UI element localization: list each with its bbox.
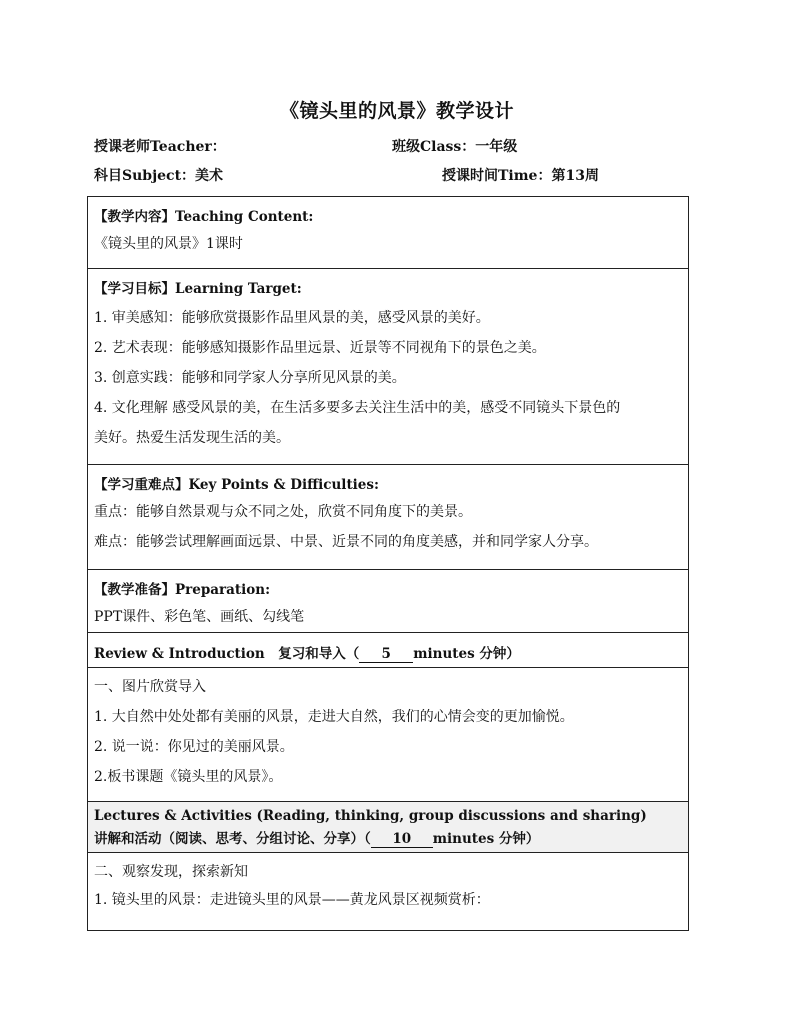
review-header-row — [88, 633, 688, 668]
lectures-prefix: 讲解和活动（阅读、思考、分组讨论、分享）（ — [94, 831, 371, 847]
list-item: 2.板书课题《镜头里的风景》。 — [94, 769, 283, 785]
list-item: 难点：能够尝试理解画面远景、中景、近景不同的角度美感，并和同学家人分享。 — [94, 534, 598, 550]
list-item: 1. 审美感知：能够欣赏摄影作品里风景的美，感受风景的美好。 — [94, 310, 490, 326]
list-item: 4. 文化理解 感受风景的美，在生活多要多去关注生活中的美，感受不同镜头下景色的 — [94, 400, 621, 416]
class-field: 班级Class：一年级 — [392, 139, 518, 155]
list-item: 美好。热爱生活发现生活的美。 — [94, 430, 290, 446]
teacher-field: 授课老师Teacher： — [94, 139, 226, 155]
time-field: 授课时间Time：第13周 — [442, 168, 599, 184]
intro-section — [88, 668, 688, 802]
list-item: 重点：能够自然景观与众不同之处，欣赏不同角度下的美景。 — [94, 504, 472, 520]
learning-target-section — [88, 269, 688, 465]
lectures-heading-en: Lectures & Activities (Reading, thinking, group discussions and sharing) — [94, 808, 647, 824]
lectures-minutes: 10 — [371, 831, 433, 848]
section-text: 《镜头里的风景》1课时 — [94, 236, 243, 252]
list-item: 二、观察发现，探索新知 — [94, 864, 248, 880]
section-text: PPT课件、彩色笔、画纸、勾线笔 — [94, 609, 305, 625]
lectures-heading — [94, 827, 680, 848]
list-item: 一、图片欣赏导入 — [94, 679, 206, 695]
lectures-suffix: minutes 分钟） — [432, 831, 540, 847]
list-item: 1. 大自然中处处都有美丽的风景，走进大自然，我们的心情会变的更加愉悦。 — [94, 709, 574, 725]
section-header: 【教学准备】Preparation: — [94, 582, 271, 598]
key-points-section — [88, 465, 688, 570]
subject-field: 科目Subject：美术 — [94, 168, 224, 184]
lesson-plan-table — [87, 196, 689, 931]
list-item: 2. 艺术表现：能够感知摄影作品里远景、近景等不同视角下的景色之美。 — [94, 340, 546, 356]
teaching-content-section — [88, 197, 688, 269]
preparation-section — [88, 570, 688, 633]
review-heading — [94, 642, 680, 663]
explore-section — [88, 853, 688, 930]
list-item: 2. 说一说：你见过的美丽风景。 — [94, 739, 294, 755]
section-header: 【学习目标】Learning Target: — [94, 281, 302, 297]
list-item: 1. 镜头里的风景：走进镜头里的风景——黄龙风景区视频赏析： — [94, 892, 490, 908]
document-title: 《镜头里的风景》教学设计 — [279, 100, 514, 122]
review-prefix: Review & Introduction 复习和导入（ — [94, 646, 360, 662]
section-header: 【教学内容】Teaching Content: — [94, 209, 314, 225]
lectures-header-row — [88, 802, 688, 853]
review-minutes: 5 — [359, 646, 413, 663]
section-header: 【学习重难点】Key Points & Difficulties: — [94, 477, 379, 493]
list-item: 3. 创意实践：能够和同学家人分享所见风景的美。 — [94, 370, 406, 386]
review-suffix: minutes 分钟） — [413, 646, 520, 662]
